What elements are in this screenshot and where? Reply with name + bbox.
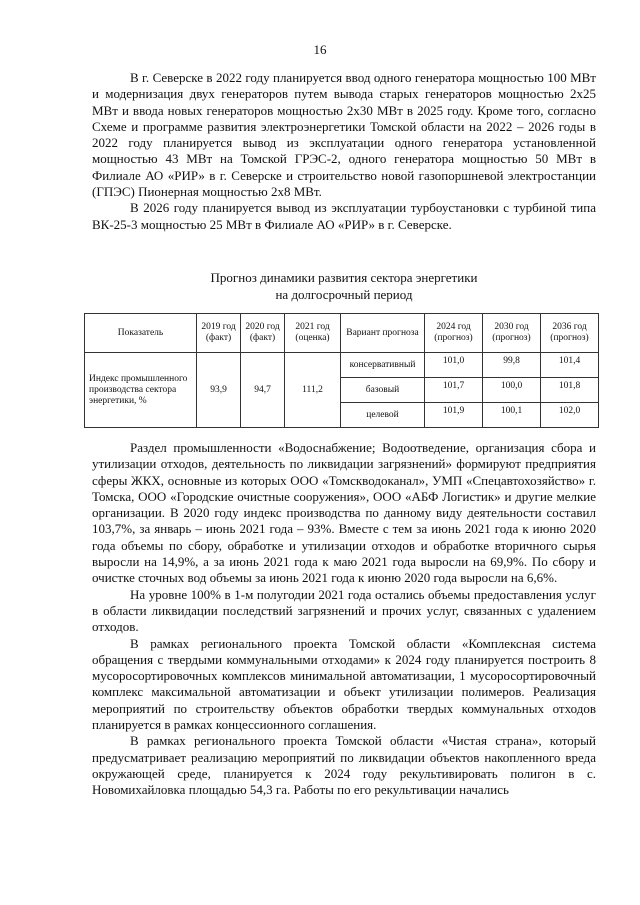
paragraph-waste-management-project: В рамках регионального проекта Томской области «Комплексная система обращения с твердыми коммунальными отходами» к 2024 году планируется построить 8 мусоросортировочных комплексов минимальной автоматизации, 1 мусоросортировочный комплекс максимальной автоматизации и объект утилизации полимеров. Реализация мероприятий по строительству объектов обработки твердых коммунальных отходов планируется в рамках концессионного соглашения. [92, 635, 596, 733]
paragraph-2026-turbine: В 2026 году планируется вывод из эксплуатации турбоустановки с турбиной типа ВК-25-3 мощностью 25 МВт в Филиале АО «РИР» в г. Северске. [92, 200, 596, 232]
header-variant: Вариант прогноза [341, 314, 425, 353]
energy-forecast-table [84, 313, 599, 428]
value-2030-base: 100,0 [483, 378, 541, 403]
intro-text [92, 70, 596, 233]
header-indicator: Показатель [85, 314, 197, 353]
header-2021: 2021 год (оценка) [285, 314, 341, 353]
value-2036-conservative: 101,4 [541, 353, 599, 378]
header-2020: 2020 год (факт) [241, 314, 285, 353]
paragraph-clean-country-project: В рамках регионального проекта Томской области «Чистая страна», который предусматривает реализацию мероприятий по ликвидации объектов накопленного вреда окружающей среде, планируется к 2024 году рекультивировать полигон в с. Новомихайловка площадью 54,3 га. Работы по его рекультивации начались [92, 733, 596, 798]
page-number: 16 [313, 42, 327, 57]
value-2019: 93,9 [197, 353, 241, 428]
value-2024-base: 101,7 [425, 378, 483, 403]
header-2024: 2024 год (прогноз) [425, 314, 483, 353]
value-2024-conservative: 101,0 [425, 353, 483, 378]
table-caption-line1: Прогноз динамики развития сектора энергетики [210, 270, 478, 285]
table-row [85, 353, 599, 378]
indicator-name: Индекс промышленного производства сектора энергетики, % [85, 353, 197, 428]
variant-base: базовый [341, 378, 425, 403]
table-caption [92, 270, 596, 303]
variant-conservative: консервативный [341, 353, 425, 378]
header-2036: 2036 год (прогноз) [541, 314, 599, 353]
value-2030-target: 100,1 [483, 403, 541, 428]
value-2021: 111,2 [285, 353, 341, 428]
paragraph-water-supply-section: Раздел промышленности «Водоснабжение; Водоотведение, организация сбора и утилизации отходов, деятельность по ликвидации загрязнений» формируют предприятия сферы ЖКХ, основные из которых ООО «Томскводоканал», УМП «Спецавтохозяйство» г. Томска, ООО «Городские очистные сооружения», ООО «АБФ Логистик» и другие мелкие организации. В 2020 году индекс производства по данному виду деятельности составил 103,7%, за январь – июнь 2021 года – 93%. Вместе с тем за июнь 2021 года к июню 2020 года объемы по сбору, обработке и утилизации отходов и обработке вторичного сырья выросли на 14,9%, а за июнь 2021 года к маю 2021 года выросли на 69,9%. По сбору и очистке сточных вод объемы за июнь 2021 года к июню 2020 года выросли на 6,6%. [92, 440, 596, 586]
table-header-row [85, 314, 599, 353]
value-2030-conservative: 99,8 [483, 353, 541, 378]
main-text [92, 440, 596, 799]
header-2030: 2030 год (прогноз) [483, 314, 541, 353]
paragraph-seversk-generators: В г. Северске в 2022 году планируется ввод одного генератора мощностью 100 МВт и модернизация двух генераторов путем вывода старых генераторов мощностью 2х25 МВт и ввода новых генераторов мощностью 2х30 МВт в 2025 году. Кроме того, согласно Схеме и программе развития электроэнергетики Томской области на 2022 – 2026 годы в 2022 году планируется вывод из эксплуатации одного генератора установленной мощностью 43 МВт на Томской ГРЭС-2, одного генератора мощностью 50 МВт в Филиале АО «РИР» в г. Северске и строительство новой газопоршневой электростанции (ГПЭС) Пионерная мощностью 2х8 МВт. [92, 70, 596, 200]
value-2036-base: 101,8 [541, 378, 599, 403]
value-2036-target: 102,0 [541, 403, 599, 428]
paragraph-pollution-services: На уровне 100% в 1-м полугодии 2021 года остались объемы предоставления услуг в области ликвидации последствий загрязнений и прочих услуг, связанных с удалением отходов. [92, 586, 596, 635]
header-2019: 2019 год (факт) [197, 314, 241, 353]
table-caption-line2: на долгосрочный период [275, 286, 413, 302]
value-2024-target: 101,9 [425, 403, 483, 428]
value-2020: 94,7 [241, 353, 285, 428]
variant-target: целевой [341, 403, 425, 428]
